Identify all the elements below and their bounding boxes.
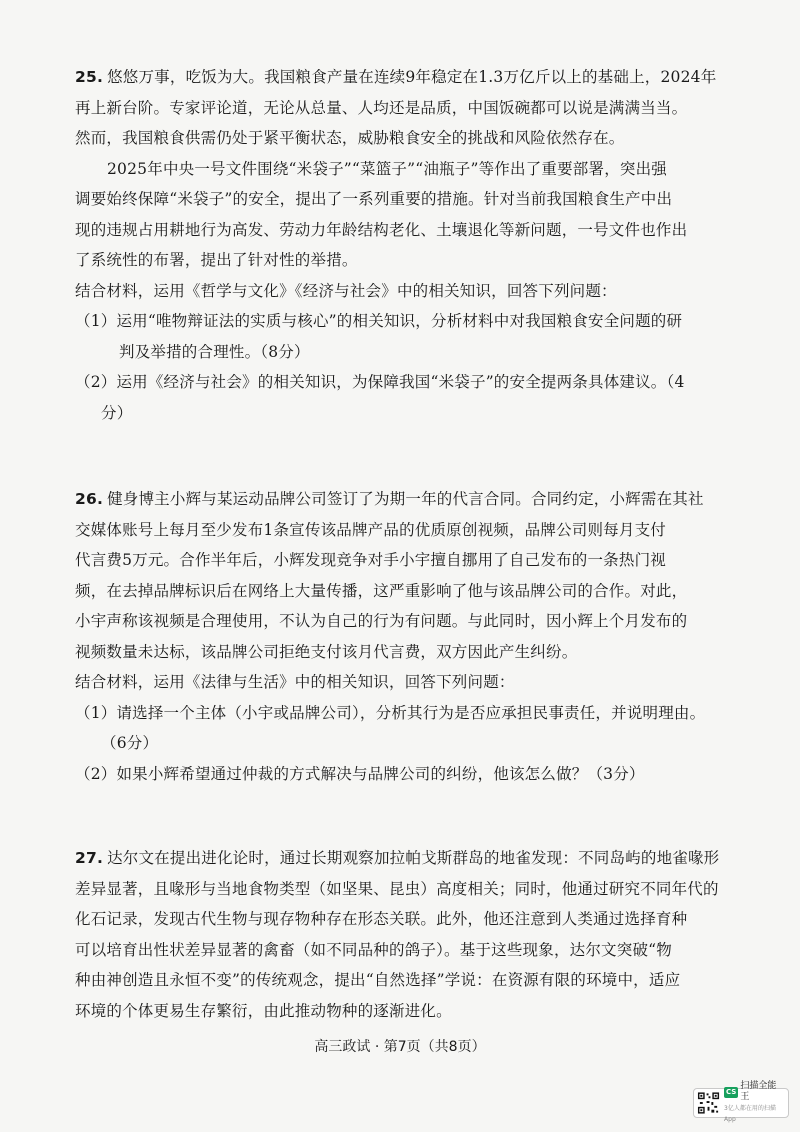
q26-line-4: 频，在去掉品牌标识后在网络上大量传播，这严重影响了他与该品牌公司的合作。对此，: [75, 581, 688, 600]
q27-line-2: 差异显著，且喙形与当地食物类型（如坚果、昆虫）高度相关；同时，他通过研究不同年代的: [75, 879, 719, 898]
question-27: [75, 843, 735, 1026]
q26-sub1-line-2: （6分）: [101, 734, 159, 752]
question-number: 27.: [75, 849, 104, 867]
qr-code-icon: [697, 1091, 720, 1115]
q25-sub2-line-2: 分）: [101, 403, 133, 422]
cs-logo-icon: CS: [726, 1087, 737, 1096]
scanner-watermark: [693, 1081, 789, 1123]
q26-sub2-line-1: （2）如果小辉希望通过仲裁的方式解决与品牌公司的纠纷，他该怎么做？（3分）: [75, 764, 645, 783]
q26-line-5: 小宇声称该视频是合理使用，不认为自己的行为有问题。与此同时，因小辉上个月发布的: [75, 612, 688, 630]
q27-line-3: 化石记录，发现古代生物与现存物种存在形态关联。此外，他还注意到人类通过选择育种: [75, 910, 688, 928]
q25-line-4: 2025年中央一号文件围绕“米袋子”“菜篮子”“油瓶子”等作出了重要部署，突出强: [107, 159, 667, 178]
q25-line-1: 25. 悠悠万事，吃饭为大。我国粮食产量在连续9年稳定在1.3万亿斤以上的基础上，2024年: [75, 68, 717, 86]
question-25: [75, 62, 735, 428]
q26-sub1-line-1: （1）请选择一个主体（小宇或品牌公司），分析其行为是否应承担民事责任，并说明理由。: [75, 703, 706, 722]
q27-line-4: 可以培育出性状差异显著的禽畜（如不同品种的鸽子）。基于这些现象，达尔文突破“物: [75, 940, 672, 959]
q25-sub1-line-2: 判及举措的合理性。（8分）: [119, 342, 310, 361]
q25-instruction: 结合材料，运用《哲学与文化》《经济与社会》中的相关知识，回答下列问题：: [75, 281, 617, 300]
q26-instruction: 结合材料，运用《法律与生活》中的相关知识，回答下列问题：: [75, 673, 515, 691]
q25-sub2-line-1: （2）运用《经济与社会》的相关知识，为保障我国“米袋子”的安全提两条具体建议。（4: [75, 373, 685, 391]
q25-line-6: 现的违规占用耕地行为高发、劳动力年龄结构老化、土壤退化等新问题，一号文件也作出: [75, 220, 688, 239]
q25-line-7: 了系统性的布署，提出了针对性的举措。: [75, 251, 358, 269]
q26-line-6: 视频数量未达标，该品牌公司拒绝支付该月代言费，双方因此产生纠纷。: [75, 642, 578, 661]
q27-line-6: 环境的个体更易生存繁衍，由此推动物种的逐渐进化。: [75, 1001, 452, 1020]
q26-line-2: 交媒体账号上每月至少发布1条宣传该品牌产品的优质原创视频，品牌公司则每月支付: [75, 520, 666, 539]
q25-sub1-line-1: （1）运用“唯物辩证法的实质与核心”的相关知识，分析材料中对我国粮食安全问题的研: [75, 312, 683, 330]
q25-line-3: 然而，我国粮食供需仍处于紧平衡状态，威胁粮食安全的挑战和风险依然存在。: [75, 129, 625, 147]
question-26: [75, 484, 735, 789]
q25-line-5: 调要始终保障“米袋子”的安全，提出了一系列重要的措施。针对当前我国粮食生产中出: [75, 190, 673, 208]
q27-line-1: 27. 达尔文在提出进化论时，通过长期观察加拉帕戈斯群岛的地雀发现：不同岛屿的地雀喙形: [75, 849, 720, 867]
q26-line-1: 26. 健身博主小辉与某运动品牌公司签订了为期一年的代言合同。合同约定，小辉需在其社: [75, 490, 704, 508]
stamp-subtitle: 3亿人都在用的扫描App: [724, 1105, 776, 1123]
q27-line-5: 种由神创造且永恒不变”的传统观念，提出“自然选择”学说：在资源有限的环境中，适应: [75, 971, 681, 989]
stamp-brand: CS 扫描全能王: [726, 1081, 777, 1102]
question-number: 26.: [75, 490, 104, 508]
question-number: 25.: [75, 68, 104, 86]
q26-line-3: 代言费5万元。合作半年后，小辉发现竞争对手小宇擅自挪用了自己发布的一条热门视: [75, 551, 666, 569]
page-footer: 高三政试 · 第7页（共8页）: [314, 1039, 486, 1055]
stamp-text: [724, 1081, 785, 1125]
q25-line-2: 再上新台阶。专家评论道，无论从总量、人均还是品质，中国饭碗都可以说是满满当当。: [75, 98, 688, 117]
